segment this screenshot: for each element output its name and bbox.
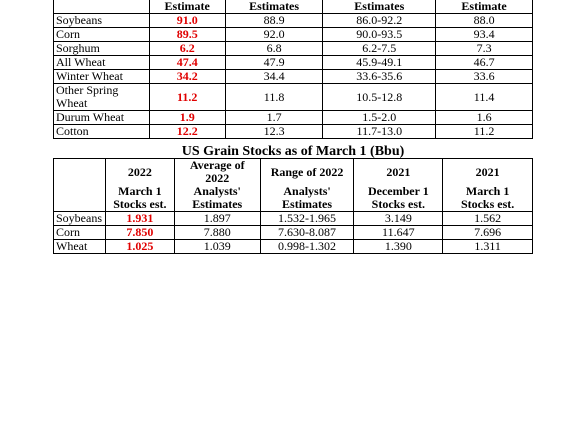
intentions-estimate-cell: 1.9 (149, 111, 225, 125)
analysts-average-cell: 92.0 (225, 28, 323, 42)
header-cell: Average of 2022 (174, 159, 260, 186)
december-stocks-cell: 11.647 (354, 226, 443, 240)
table-row (54, 212, 533, 226)
header-cell: Stocks est. (354, 198, 443, 212)
row-label: Durum Wheat (54, 111, 150, 125)
prior-march-stocks-cell: 1.562 (443, 212, 533, 226)
row-label: Corn (54, 226, 106, 240)
march-stocks-estimate-cell: 1.931 (105, 212, 174, 226)
analysts-average-cell: 11.8 (225, 84, 323, 111)
prior-intentions-cell: 93.4 (436, 28, 533, 42)
analysts-range-cell: 6.2-7.5 (323, 42, 436, 56)
analysts-range-cell: 0.998-1.302 (260, 240, 354, 254)
row-label: Other Spring Wheat (54, 84, 150, 111)
analysts-range-cell: 86.0-92.2 (323, 14, 436, 28)
table-row (54, 56, 533, 70)
table-row (54, 14, 533, 28)
table-row (54, 70, 533, 84)
header-cell: Estimate (436, 0, 533, 14)
prior-intentions-cell: 33.6 (436, 70, 533, 84)
analysts-average-cell: 7.880 (174, 226, 260, 240)
intentions-estimate-cell: 34.2 (149, 70, 225, 84)
grain-stocks-table (53, 158, 533, 254)
row-label: Soybeans (54, 14, 150, 28)
analysts-range-cell: 7.630-8.087 (260, 226, 354, 240)
table-row (54, 226, 533, 240)
prior-intentions-cell: 46.7 (436, 56, 533, 70)
analysts-range-cell: 11.7-13.0 (323, 125, 436, 139)
analysts-range-cell: 1.532-1.965 (260, 212, 354, 226)
analysts-range-cell: 1.5-2.0 (323, 111, 436, 125)
analysts-average-cell: 1.897 (174, 212, 260, 226)
analysts-average-cell: 47.9 (225, 56, 323, 70)
intentions-estimate-cell: 47.4 (149, 56, 225, 70)
analysts-range-cell: 45.9-49.1 (323, 56, 436, 70)
intentions-estimate-cell: 11.2 (149, 84, 225, 111)
prior-intentions-cell: 7.3 (436, 42, 533, 56)
row-label: Corn (54, 28, 150, 42)
prior-march-stocks-cell: 7.696 (443, 226, 533, 240)
header-cell: Stocks est. (105, 198, 174, 212)
row-label: Cotton (54, 125, 150, 139)
analysts-range-cell: 33.6-35.6 (323, 70, 436, 84)
header-cell: Analysts' (174, 185, 260, 198)
table-header-row (54, 0, 533, 14)
row-label: Sorghum (54, 42, 150, 56)
header-cell: Stocks est. (443, 198, 533, 212)
december-stocks-cell: 3.149 (354, 212, 443, 226)
header-cell (54, 0, 150, 14)
prior-intentions-cell: 1.6 (436, 111, 533, 125)
table-row (54, 125, 533, 139)
grain-stocks-title: US Grain Stocks as of March 1 (Bbu) (181, 144, 405, 159)
row-label: Winter Wheat (54, 70, 150, 84)
march-stocks-estimate-cell: 1.025 (105, 240, 174, 254)
header-cell (54, 159, 106, 212)
table-header-row (54, 198, 533, 212)
intentions-estimate-cell: 6.2 (149, 42, 225, 56)
acreage-table (53, 0, 533, 139)
intentions-estimate-cell: 12.2 (149, 125, 225, 139)
header-cell: Estimates (174, 198, 260, 212)
march-stocks-estimate-cell: 7.850 (105, 226, 174, 240)
analysts-range-cell: 10.5-12.8 (323, 84, 436, 111)
header-cell: 2021 (443, 159, 533, 186)
prior-intentions-cell: 11.4 (436, 84, 533, 111)
analysts-average-cell: 34.4 (225, 70, 323, 84)
analysts-average-cell: 6.8 (225, 42, 323, 56)
header-cell: 2022 (105, 159, 174, 186)
header-cell: 2021 (354, 159, 443, 186)
header-cell: Estimates (260, 198, 354, 212)
analysts-range-cell: 90.0-93.5 (323, 28, 436, 42)
table-row (54, 111, 533, 125)
analysts-average-cell: 1.039 (174, 240, 260, 254)
table-row (54, 84, 533, 111)
header-cell: Estimates (323, 0, 436, 14)
analysts-average-cell: 12.3 (225, 125, 323, 139)
header-cell: Range of 2022 (260, 159, 354, 186)
header-cell: December 1 (354, 185, 443, 198)
intentions-estimate-cell: 91.0 (149, 14, 225, 28)
row-label: Soybeans (54, 212, 106, 226)
header-cell: Estimates (225, 0, 323, 14)
december-stocks-cell: 1.390 (354, 240, 443, 254)
row-label: Wheat (54, 240, 106, 254)
analysts-average-cell: 1.7 (225, 111, 323, 125)
header-cell: Estimate (149, 0, 225, 14)
prior-intentions-cell: 11.2 (436, 125, 533, 139)
row-label: All Wheat (54, 56, 150, 70)
header-cell: March 1 (443, 185, 533, 198)
header-cell: Analysts' (260, 185, 354, 198)
table-row (54, 28, 533, 42)
table-row (54, 240, 533, 254)
intentions-estimate-cell: 89.5 (149, 28, 225, 42)
prior-march-stocks-cell: 1.311 (443, 240, 533, 254)
header-cell: March 1 (105, 185, 174, 198)
table-row (54, 42, 533, 56)
table-header-row (54, 159, 533, 186)
prior-intentions-cell: 88.0 (436, 14, 533, 28)
analysts-average-cell: 88.9 (225, 14, 323, 28)
